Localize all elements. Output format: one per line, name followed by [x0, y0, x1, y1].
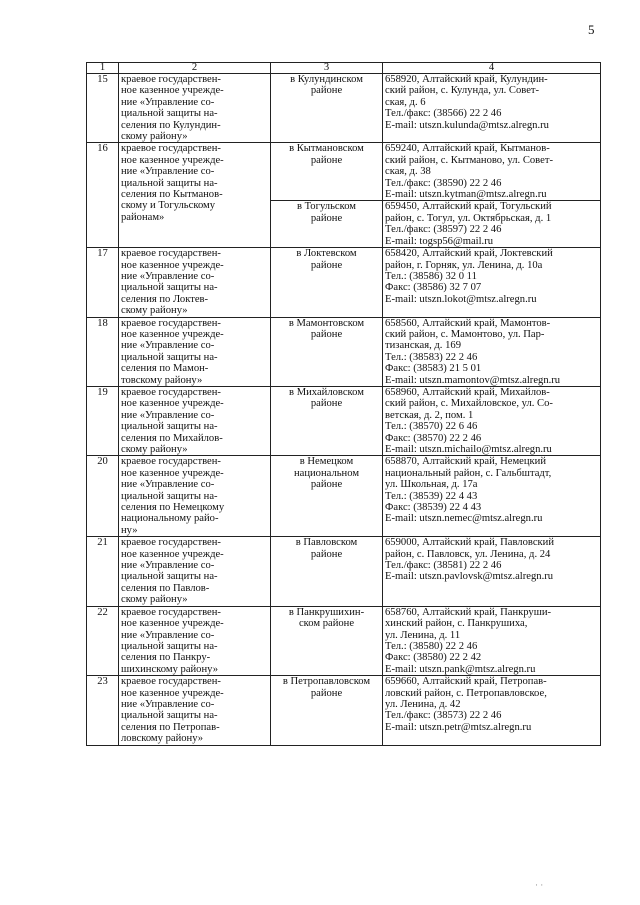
contact-info [383, 201, 601, 248]
organization-name-line: ное казенное учрежде- [121, 259, 224, 271]
organization-name-line: краевое государствен- [121, 676, 221, 688]
organization-name-line: ное казенное учрежде- [121, 548, 224, 560]
contact-info-line: E-mail: utszn.lokot@mtsz.alregn.ru [385, 293, 537, 305]
row-number: 20 [87, 456, 119, 537]
organization-name-line: скому и Тогульскому [121, 200, 216, 212]
district-name-line: районе [310, 259, 343, 271]
organization-name-line: национальному райо- [121, 513, 219, 525]
organization-name-line: краевое государствен- [121, 317, 221, 329]
contact-info-line: 658960, Алтайский край, Михайлов- [385, 386, 550, 398]
contact-info [383, 248, 601, 317]
contact-info-line: Тел./факс: (38566) 22 2 46 [385, 108, 502, 120]
row-number: 21 [87, 537, 119, 606]
organization-name-line: селения по Локтев- [121, 293, 209, 305]
district-name-line: в Немецком [299, 456, 354, 468]
organization-name-line: ное казенное учрежде- [121, 154, 224, 166]
table-row [87, 456, 601, 537]
contact-info-line: Факс: (38586) 32 7 07 [385, 282, 482, 294]
column-number: 1 [87, 63, 119, 74]
district-name [271, 248, 383, 317]
contact-info-line: ветская, д. 2, пом. 1 [385, 409, 474, 421]
organization-name-line: товскому району» [121, 374, 203, 386]
contact-info-line: 658420, Алтайский край, Локтевский [385, 248, 553, 260]
organization-name-line: районам» [121, 211, 165, 223]
organization-name-line: ловскому району» [121, 733, 204, 745]
contact-info-line: E-mail: togsp56@mail.ru [385, 235, 494, 247]
table-row [87, 537, 601, 606]
contact-info [383, 606, 601, 675]
contact-info-line: ловский район, с. Петропавловское, [385, 687, 547, 699]
row-number: 19 [87, 386, 119, 455]
district-name-line: в Локтевском [296, 248, 357, 260]
organization-name-line: селения по Петропав- [121, 721, 220, 733]
organization-name-line: краевое государствен- [121, 386, 221, 398]
organization-name-line: циальной защиты на- [121, 108, 218, 120]
organization-name-line: селения по Кытманов- [121, 189, 223, 201]
organization-name-line: ние «Управление со- [121, 698, 215, 710]
organization-name-line: циальной защиты на- [121, 640, 218, 652]
contact-info-line: Тел.: (38580) 22 2 46 [385, 640, 478, 652]
district-name-line: в Михайловском [289, 386, 364, 398]
organization-name-line: циальной защиты на- [121, 282, 218, 294]
contact-info-line: Тел.: (38583) 22 2 46 [385, 351, 478, 363]
district-name-line: районе [310, 548, 343, 560]
organization-name-line: ние «Управление со- [121, 560, 215, 572]
organization-name-line: скому району» [121, 305, 188, 317]
contact-info-line: 658920, Алтайский край, Кулундин- [385, 74, 548, 85]
contact-info-line: E-mail: utszn.mamontov@mtsz.alregn.ru [385, 374, 561, 386]
district-name-line: районе [310, 398, 343, 410]
organization-name-line: ние «Управление со- [121, 629, 215, 641]
organization-name [119, 74, 271, 143]
contact-info-line: E-mail: utszn.nemec@mtsz.alregn.ru [385, 513, 543, 525]
contact-info [383, 537, 601, 606]
district-name-line: в Павловском [295, 537, 358, 549]
table-row [87, 317, 601, 386]
contact-info-line: E-mail: utszn.pavlovsk@mtsz.alregn.ru [385, 571, 554, 583]
contact-info [383, 74, 601, 143]
organization-name-line: ное казенное учрежде- [121, 467, 224, 479]
contact-info-line: 658870, Алтайский край, Немецкий [385, 456, 547, 468]
contact-info-line: ский район, с. Кытманово, ул. Совет- [385, 154, 553, 166]
contact-info-line: тизанская, д. 169 [385, 340, 461, 352]
organization-name-line: краевое государствен- [121, 537, 221, 549]
organization-name-line: селения по Немецкому [121, 502, 225, 514]
organization-name-line: циальной защиты на- [121, 571, 218, 583]
scan-mark: · · [535, 880, 544, 890]
organization-name-line: ние «Управление со- [121, 409, 215, 421]
district-name [271, 74, 383, 143]
district-name-line: в Кытмановском [289, 143, 364, 155]
organization-name [119, 537, 271, 606]
organization-name-line: селения по Кулундин- [121, 119, 221, 131]
organization-name-line: ние «Управление со- [121, 166, 215, 178]
contact-info-line: 658760, Алтайский край, Панкруши- [385, 606, 552, 618]
table-body [87, 63, 601, 746]
organization-name [119, 143, 271, 248]
contact-info-line: Тел.: (38570) 22 6 46 [385, 421, 478, 433]
organization-name-line: краевое государствен- [121, 74, 221, 85]
table-row [87, 248, 601, 317]
organization-name-line: ное казенное учрежде- [121, 85, 224, 97]
contact-info-line: Тел./факс: (38590) 22 2 46 [385, 177, 502, 189]
district-name-line: в Мамонтовском [288, 317, 365, 329]
row-number: 16 [87, 143, 119, 248]
contact-info-line: ул. Ленина, д. 11 [385, 629, 461, 641]
organization-name-line: циальной защиты на- [121, 351, 218, 363]
contact-info-line: район, с. Павловск, ул. Ленина, д. 24 [385, 548, 551, 560]
district-name-line: районе [310, 154, 343, 166]
district-name [271, 201, 383, 248]
table-row [87, 676, 601, 745]
organization-name-line: циальной защиты на- [121, 490, 218, 502]
contact-info-line: E-mail: utszn.kulunda@mtsz.alregn.ru [385, 119, 549, 131]
district-name [271, 537, 383, 606]
contact-info [383, 456, 601, 537]
row-number: 15 [87, 74, 119, 143]
contact-info [383, 386, 601, 455]
organization-name-line: селения по Павлов- [121, 582, 210, 594]
contact-info-line: Тел./факс: (38581) 22 2 46 [385, 560, 502, 572]
district-name-line: в Петропавловском [282, 676, 371, 688]
contact-info-line: 659450, Алтайский край, Тогульский [385, 201, 552, 213]
organization-name-line: ну» [121, 524, 138, 536]
contact-info-line: Факс: (38583) 21 5 01 [385, 363, 482, 375]
contact-info-line: 659240, Алтайский край, Кытманов- [385, 143, 550, 155]
contact-info-line: ский район, с. Михайловское, ул. Со- [385, 398, 553, 410]
table-row [87, 386, 601, 455]
contact-info-line: Тел.: (38539) 22 4 43 [385, 490, 478, 502]
organization-name [119, 248, 271, 317]
table-row [87, 606, 601, 675]
organization-name-line: скому району» [121, 131, 188, 143]
contact-info-line: Факс: (38580) 22 2 42 [385, 652, 482, 664]
contact-info-line: Факс: (38539) 22 4 43 [385, 502, 482, 514]
column-number: 3 [271, 63, 383, 74]
organization-name-line: селения по Панкру- [121, 652, 211, 664]
organization-name-line: ное казенное учрежде- [121, 618, 224, 630]
contact-info [383, 676, 601, 745]
organization-name-line: ние «Управление со- [121, 479, 215, 491]
district-name [271, 317, 383, 386]
row-number: 17 [87, 248, 119, 317]
district-name [271, 456, 383, 537]
contact-info-line: Тел./факс: (38597) 22 2 46 [385, 224, 502, 236]
row-number: 22 [87, 606, 119, 675]
organization-name-line: краевое государствен- [121, 143, 221, 155]
organization-name-line: скому району» [121, 594, 188, 606]
district-name-line: районе [310, 212, 343, 224]
organization-name-line: краевое государствен- [121, 456, 221, 468]
organization-name-line: ное казенное учрежде- [121, 687, 224, 699]
district-name [271, 143, 383, 201]
contact-info-line: ская, д. 6 [385, 96, 426, 108]
district-name [271, 386, 383, 455]
contact-info-line: ул. Школьная, д. 17а [385, 479, 478, 491]
contact-info-line: ский район, с. Кулунда, ул. Совет- [385, 85, 540, 97]
contact-info-line: ский район, с. Мамонтово, ул. Пар- [385, 328, 545, 340]
organization-name-line: циальной защиты на- [121, 421, 218, 433]
organization-name-line: ние «Управление со- [121, 340, 215, 352]
organization-name-line: шихинскому району» [121, 663, 219, 675]
contact-info-line: Факс: (38570) 22 2 46 [385, 432, 482, 444]
organization-name-line: ное казенное учрежде- [121, 398, 224, 410]
contact-info [383, 143, 601, 201]
organization-name-line: ное казенное учрежде- [121, 328, 224, 340]
table-row [87, 74, 601, 143]
organization-name-line: краевое государствен- [121, 606, 221, 618]
organization-name-line: циальной защиты на- [121, 177, 218, 189]
contact-info-line: национальный район, с. Гальбштадт, [385, 467, 552, 479]
contact-info-line: Тел.: (38586) 32 0 11 [385, 270, 477, 282]
contact-info-line: район, г. Горняк, ул. Ленина, д. 10а [385, 259, 543, 271]
contact-info-line: E-mail: utszn.petr@mtsz.alregn.ru [385, 721, 532, 733]
district-name-line: районе [310, 479, 343, 491]
contact-info-line: 659660, Алтайский край, Петропав- [385, 676, 547, 688]
contact-info-line: E-mail: utszn.pank@mtsz.alregn.ru [385, 663, 536, 675]
organization-name-line: скому району» [121, 444, 188, 455]
organization-name [119, 317, 271, 386]
row-number: 23 [87, 676, 119, 745]
contact-info-line: ул. Ленина, д. 42 [385, 698, 461, 710]
table-row [87, 143, 601, 201]
district-name [271, 606, 383, 675]
district-name-line: районе [310, 85, 343, 97]
column-number: 4 [383, 63, 601, 74]
district-name-line: районе [310, 687, 343, 699]
district-name-line: в Панкрушихин- [288, 606, 365, 618]
organization-name-line: ние «Управление со- [121, 270, 215, 282]
contact-info-line: E-mail: utszn.michailo@mtsz.alregn.ru [385, 444, 552, 455]
district-name [271, 676, 383, 745]
row-number: 18 [87, 317, 119, 386]
institutions-table [86, 62, 601, 746]
contact-info-line: 658560, Алтайский край, Мамонтов- [385, 317, 551, 329]
organization-name [119, 606, 271, 675]
contact-info-line: Тел./факс: (38573) 22 2 46 [385, 710, 502, 722]
contact-info-line: E-mail: utszn.kytman@mtsz.alregn.ru [385, 189, 547, 201]
organization-name-line: селения по Мамон- [121, 363, 209, 375]
contact-info-line: 659000, Алтайский край, Павловский [385, 537, 555, 549]
column-number: 2 [119, 63, 271, 74]
contact-info [383, 317, 601, 386]
district-name-line: в Кулундинском [290, 74, 363, 85]
organization-name [119, 386, 271, 455]
organization-name [119, 456, 271, 537]
organization-name-line: циальной защиты на- [121, 710, 218, 722]
district-name-line: районе [310, 328, 343, 340]
contact-info-line: ская, д. 38 [385, 166, 431, 178]
organization-name [119, 676, 271, 745]
contact-info-line: район, с. Тогул, ул. Октябрьская, д. 1 [385, 212, 552, 224]
district-name-line: в Тогульском [296, 201, 357, 213]
column-number-row [87, 63, 601, 74]
contact-info-line: хинский район, с. Панкрушиха, [385, 618, 528, 630]
organization-name-line: краевое государствен- [121, 248, 221, 260]
page-number: 5 [588, 22, 595, 37]
district-name-line: национальном [293, 467, 360, 479]
organization-name-line: селения по Михайлов- [121, 432, 223, 444]
district-name-line: ском районе [298, 618, 355, 630]
organization-name-line: ние «Управление со- [121, 96, 215, 108]
